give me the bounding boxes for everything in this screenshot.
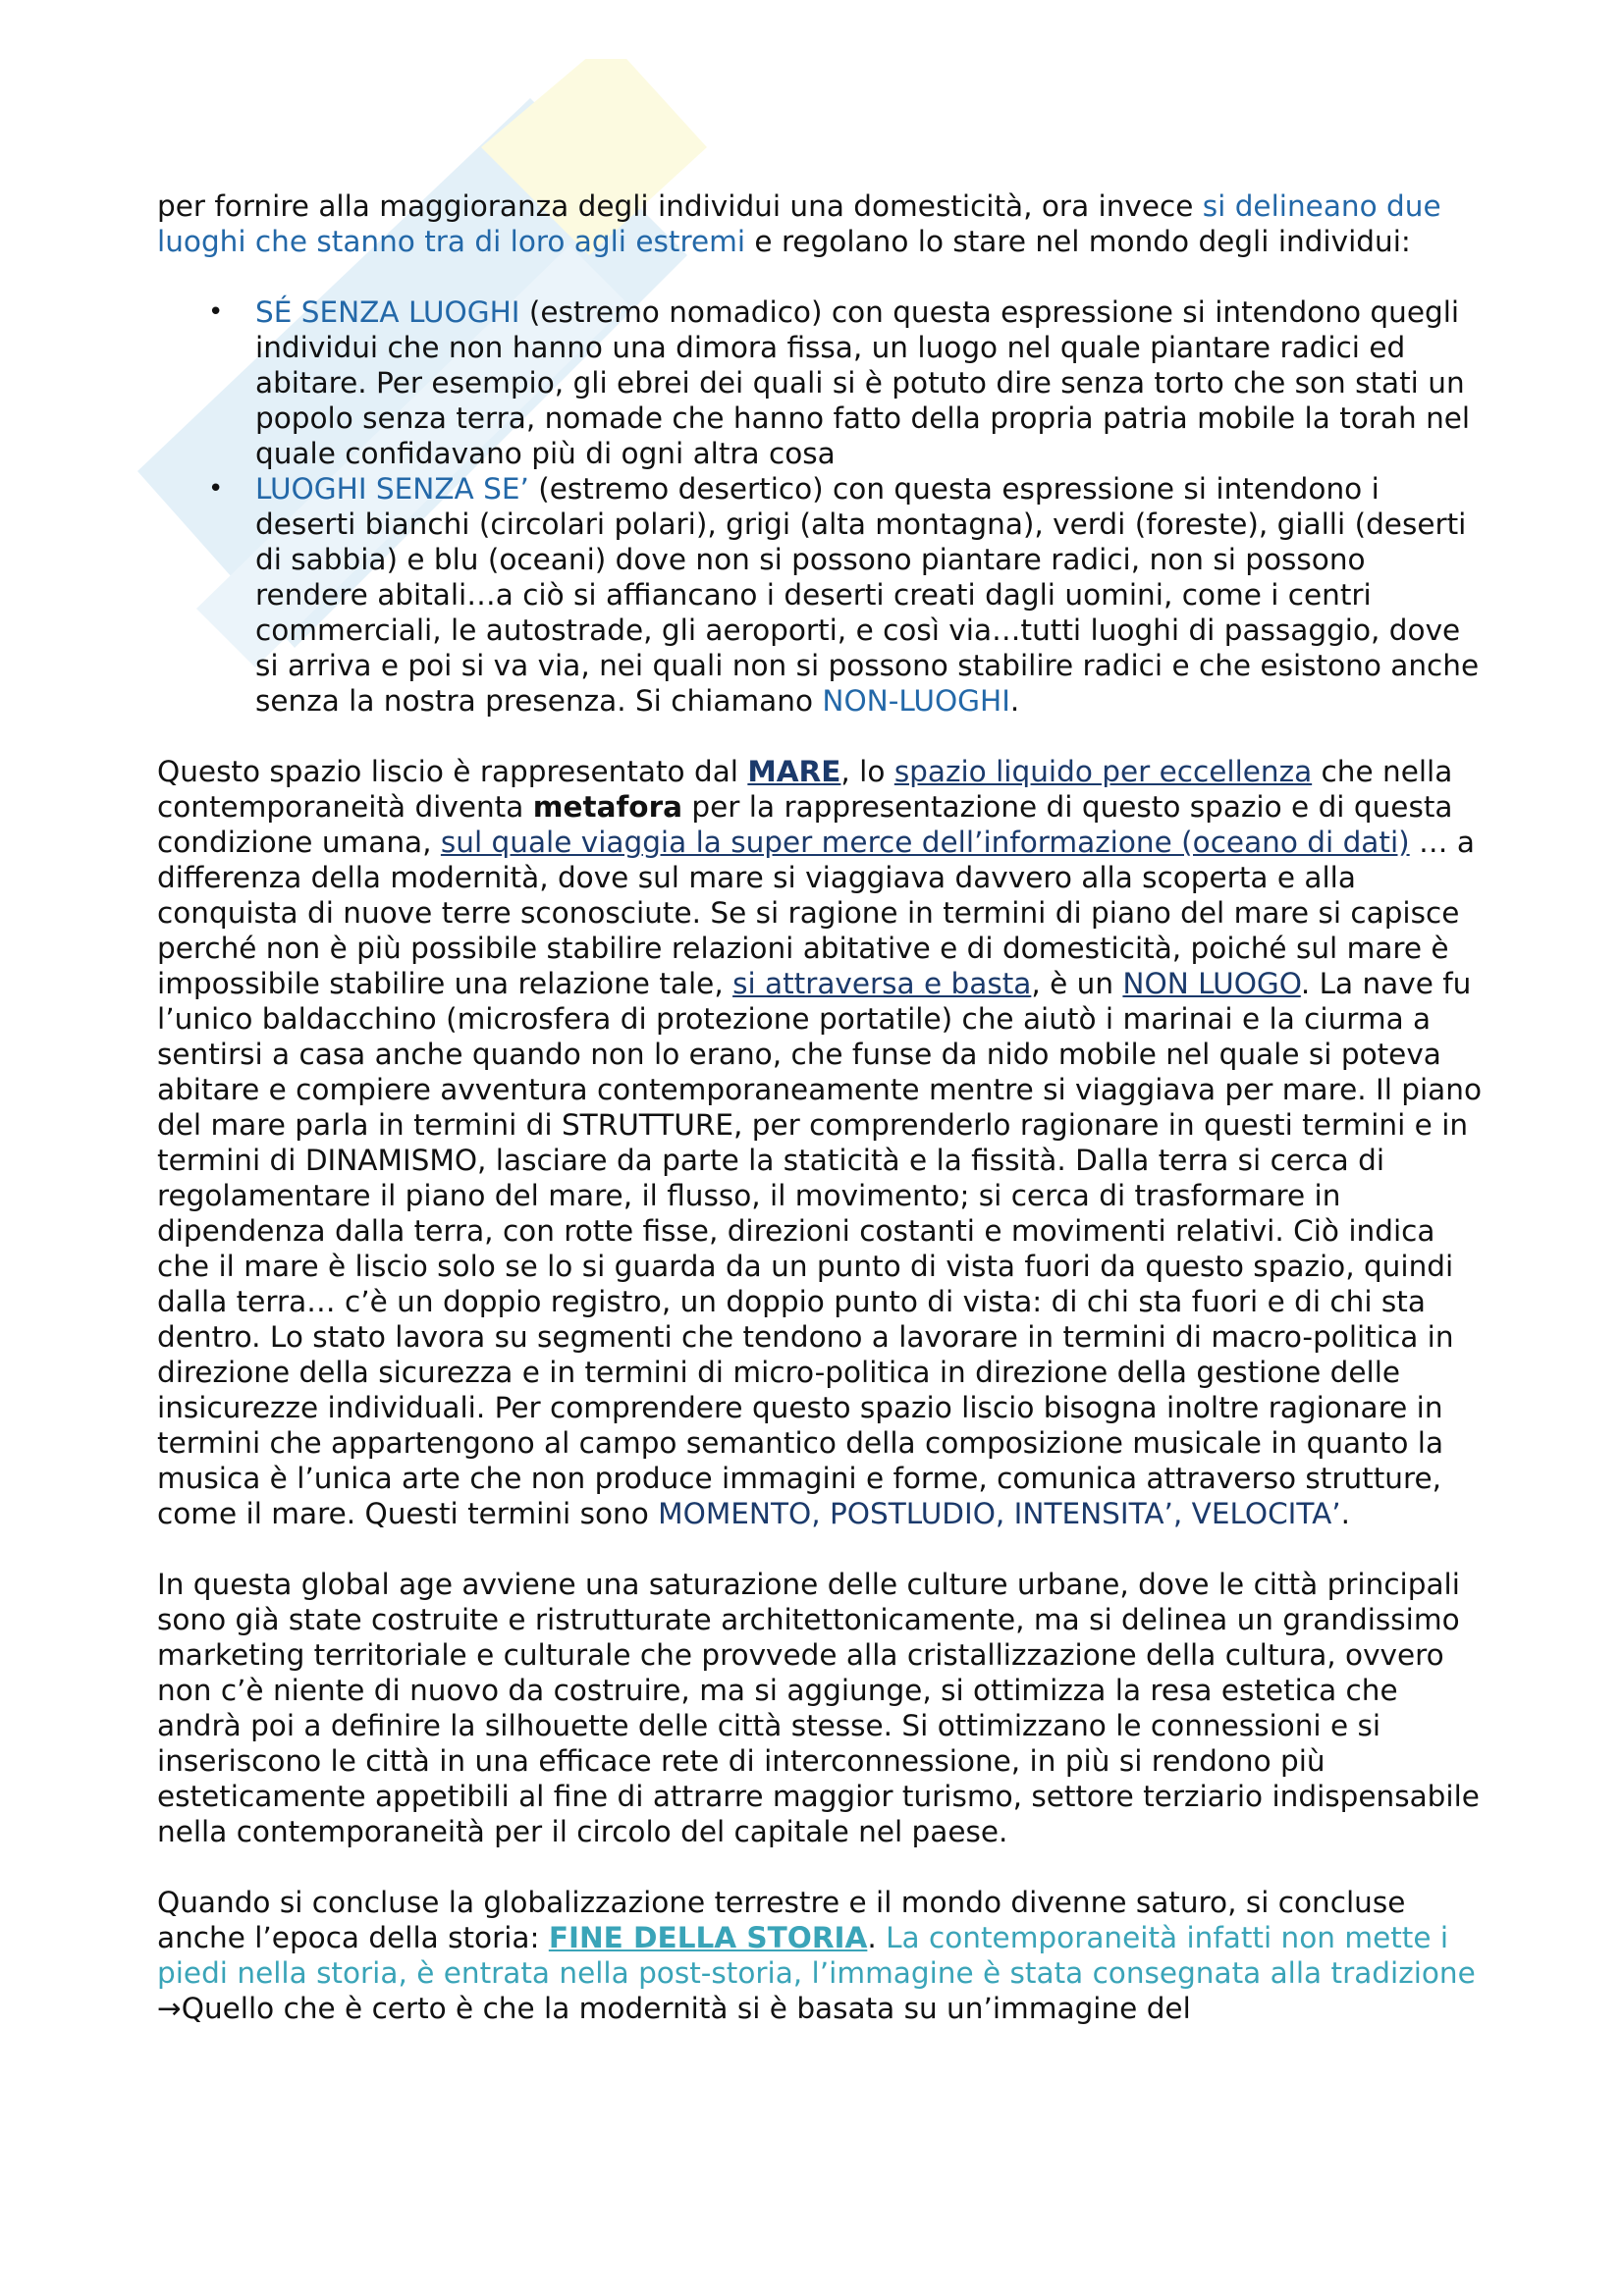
bullet-icon: • [208, 297, 224, 327]
mare-text-8: . [1340, 1497, 1351, 1530]
non-luoghi-term: NON-LUOGHI [822, 684, 1010, 718]
fine-text-1: Quando si concluse la globalizzazione terrestre e il mondo divenne saturo, si concluse anche l’epoca della storia: [157, 1886, 1406, 1954]
fine-della-storia-term: FINE DELLA STORIA [548, 1921, 868, 1954]
list-item-luoghi-senza-se [208, 471, 1483, 719]
intro-text-1: per fornire alla maggioranza degli individui una domesticità, ora invece [157, 189, 1203, 223]
mare-text-1: Questo spazio liscio è rappresentato dal [157, 755, 748, 788]
musical-terms: MOMENTO, POSTLUDIO, INTENSITA’, VELOCITA’ [658, 1497, 1341, 1530]
mare-text-3: che nella contemporaneità diventa [157, 755, 1453, 824]
mare-text-4: per la rappresentazione di questo spazio e di questa condizione umana, [157, 790, 1453, 859]
bullet-list [157, 294, 1483, 719]
global-age-paragraph: In questa global age avviene una saturazione delle culture urbane, dove le città principali sono già state costruite e ristrutturate architettonicamente, ma si delinea un grandissimo marketing territoriale e culturale che provvede alla cristallizzazione della cultura, ovvero non c’è niente di nuovo da costruire, ma si aggiunge, si ottimizza la resa estetica che andrà poi a definire la silhouette delle città stesse. Si ottimizzano le connessioni e si inseriscono le città in una efficace rete di interconnessione, in più si rendono più esteticamente appetibili al fine di attrarre maggior turismo, settore terziario indispensabile nella contemporaneità per il circolo del capitale nel paese. [157, 1568, 1480, 1848]
intro-text-2: e regolano lo stare nel mondo degli individui: [745, 225, 1411, 258]
fine-storia-paragraph [157, 1885, 1483, 2026]
list-item-se-senza-luoghi [208, 294, 1483, 471]
fine-text-2: . [867, 1921, 887, 1954]
si-attraversa-link: si attraversa e basta [732, 967, 1032, 1000]
list-item-term: SÉ SENZA LUOGHI [255, 295, 520, 329]
mare-term: MARE [747, 755, 841, 788]
non-luogo-link: NON LUOGO [1122, 967, 1301, 1000]
list-item-tail: . [1009, 684, 1020, 718]
intro-highlight: si delineano due luoghi che stanno tra di loro agli estremi [157, 189, 1441, 258]
super-merce-link: sul quale viaggia la super merce dell’informazione (oceano di dati) [440, 826, 1410, 859]
list-item-term: LUOGHI SENZA SE’ [255, 472, 529, 506]
intro-paragraph [157, 188, 1483, 259]
bullet-icon: • [208, 474, 224, 504]
mare-text-2: , lo [840, 755, 894, 788]
mare-text-7: . La nave fu l’unico baldacchino (microsfera di protezione portatile) che aiutò i marinai e la ciurma a sentirsi a casa anche quando non lo erano, che funse da nido mobile nel quale si poteva abitare e compiere avventura contemporaneamente mentre si viaggiava per mare. Il piano del mare parla in termini di STRUTTURE, per comprenderlo ragionare in questi termini e in termini di DINAMISMO, lasciare da parte la staticità e la fissità. Dalla terra si cerca di regolamentare il piano del mare, il flusso, il movimento; si cerca di trasformare in dipendenza dalla terra, con rotte fisse, direzioni costanti e movimenti relativi. Ciò indica che il mare è liscio solo se lo si guarda da un punto di vista fuori da questo spazio, quindi dalla terra… c’è un doppio registro, un doppio punto di vista: di chi sta fuori e di chi sta dentro. Lo stato lavora su segmenti che tendono a lavorare in termini di macro-politica in direzione della sicurezza e in termini di micro-politica in direzione della gestione delle insicurezze individuali. Per comprendere questo spazio liscio bisogna inoltre ragionare in termini che appartengono al campo semantico della composizione musicale in quanto la musica è l’unica arte che non produce immagini e forme, comunica attraverso strutture, come il mare. Questi termini sono [157, 967, 1483, 1530]
metafora-term: metafora [532, 790, 683, 824]
list-item-text: (estremo desertico) con questa espressione si intendono i deserti bianchi (circolari polari), grigi (alta montagna), verdi (foreste), gialli (deserti di sabbia) e blu (oceani) dove non si possono piantare radici, non si possono rendere abitali…a ciò si affiancano i deserti creati dagli uomini, come i centri commerciali, le autostrade, gli aeroporti, e così via…tutti luoghi di passaggio, dove si arriva e poi si va via, nei quali non si possono stabilire radici e che esistono anche senza la nostra presenza. Si chiamano [255, 472, 1480, 718]
post-storia-highlight: La contemporaneità infatti non mette i piedi nella storia, è entrata nella post-storia, l’immagine è stata consegnata alla tradizione [157, 1921, 1476, 1990]
list-item-text: (estremo nomadico) con questa espressione si intendono quegli individui che non hanno una dimora fissa, un luogo nel quale piantare radici ed abitare. Per esempio, gli ebrei dei quali si è potuto dire senza torto che son stati un popolo senza terra, nomade che hanno fatto della propria patria mobile la torah nel quale confidavano più di ogni altra cosa [255, 295, 1471, 470]
document-page [157, 188, 1483, 2061]
spazio-liquido-link: spazio liquido per eccellenza [893, 755, 1313, 788]
mare-text-6: , è un [1031, 967, 1123, 1000]
arrow-icon: → [157, 1992, 182, 2025]
mare-paragraph [157, 754, 1483, 1531]
mare-text-5: … a differenza della modernità, dove sul mare si viaggiava davvero alla scoperta e alla conquista di nuove terre sconosciute. Se si ragione in termini di piano del mare si capisce perché non è più possibile stabilire relazioni abitative e di domesticità, poiché sul mare è impossibile stabilire una relazione tale, [157, 826, 1475, 1000]
fine-text-3: Quello che è certo è che la modernità si è basata su un’immagine del [181, 1992, 1191, 2025]
